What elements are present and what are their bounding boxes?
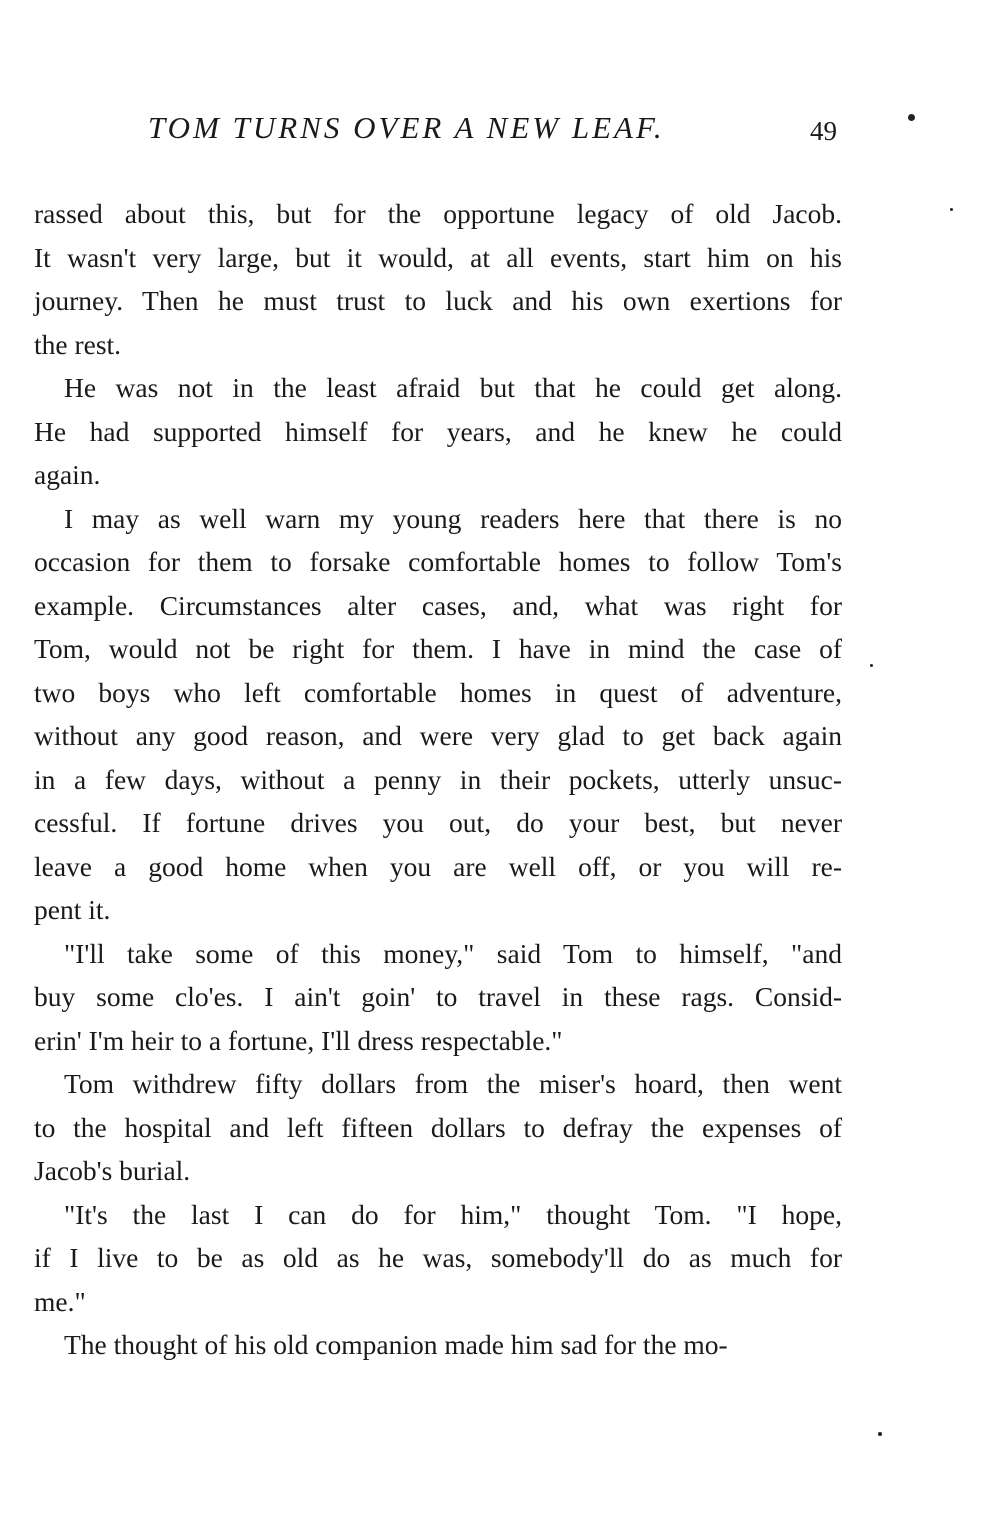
scan-speck xyxy=(878,1432,882,1436)
text-line: "I'll take some of this money," said Tom to himself, "and xyxy=(64,937,842,969)
text-line: It wasn't very large, but it would, at all events, start him on his xyxy=(34,241,842,273)
text-line: in a few days, without a penny in their pockets, utterly unsuc- xyxy=(34,763,842,795)
text-line: occasion for them to forsake comfortable homes to follow Tom's xyxy=(34,546,842,577)
text-line: The thought of his old companion made him sad for the mo- xyxy=(64,1329,728,1360)
text-line: rassed about this, but for the opportune legacy of old Jacob. xyxy=(34,198,842,229)
text-line: if I live to be as old as he was, somebody'll do as much for xyxy=(34,1242,842,1273)
page-number: 49 xyxy=(810,116,837,146)
text-line: He was not in the least afraid but that he could get along. xyxy=(64,372,842,403)
body-text xyxy=(34,192,842,1367)
text-line: Tom withdrew fifty dollars from the miser's hoard, then went xyxy=(64,1068,842,1099)
text-line: me." xyxy=(34,1285,86,1317)
running-header xyxy=(0,110,988,160)
text-line: pent it. xyxy=(34,894,111,925)
text-line: cessful. If fortune drives you out, do your best, but never xyxy=(34,807,842,838)
text-line: example. Circumstances alter cases, and, what was right for xyxy=(34,589,842,621)
text-line: I may as well warn my young readers here that there is no xyxy=(64,502,842,534)
text-line: the rest. xyxy=(34,328,122,360)
text-line: Jacob's burial. xyxy=(34,1155,191,1186)
running-title: TOM TURNS OVER A NEW LEAF. xyxy=(148,110,665,145)
text-line: Tom, would not be right for them. I have in mind the case of xyxy=(34,633,842,664)
text-line: journey. Then he must trust to luck and his own exertions for xyxy=(34,285,842,316)
text-line: erin' I'm heir to a fortune, I'll dress respectable." xyxy=(34,1024,563,1056)
text-line: He had supported himself for years, and he knew he could xyxy=(34,415,842,447)
text-line: two boys who left comfortable homes in quest of adventure, xyxy=(34,676,842,708)
text-line: buy some clo'es. I ain't goin' to travel in these rags. Consid- xyxy=(34,981,842,1012)
text-line: "It's the last I can do for him," thought Tom. "I hope, xyxy=(64,1198,842,1230)
scan-speck xyxy=(870,664,873,667)
scan-speck xyxy=(950,208,953,211)
text-line: leave a good home when you are well off, or you will re- xyxy=(34,850,842,882)
text-line: again. xyxy=(34,459,101,490)
text-line: without any good reason, and were very glad to get back again xyxy=(34,720,842,751)
scan-speck xyxy=(908,114,915,121)
text-line: to the hospital and left fifteen dollars to defray the expenses of xyxy=(34,1111,842,1143)
